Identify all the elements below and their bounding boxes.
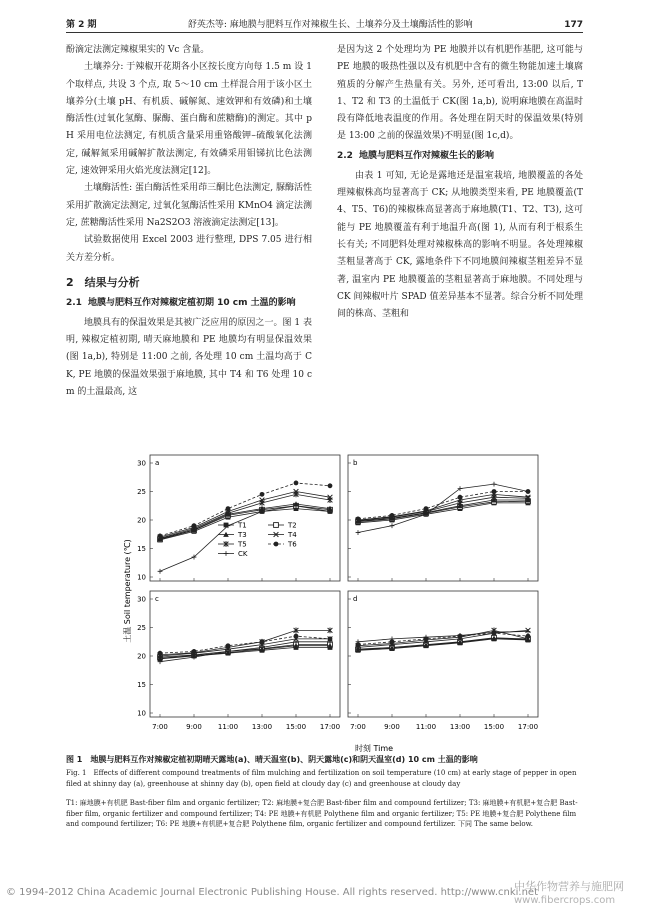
x-tick-label: 13:00: [449, 723, 471, 731]
marker-point: [260, 639, 265, 644]
issue-number: 第 2 期: [66, 20, 97, 30]
panel-frame: [348, 591, 538, 717]
figure-note: T1: 麻地膜+有机肥 Bast-fiber film and organic fertilizer; T2: 麻地膜+复合肥 Bast-fiber film and compound fertilizer; T3: 麻地膜+有机肥+复合肥 Bast-fiber film, organic fertilizer and compound fertilizer; T4: PE 地膜+有机肥 Polythene film and organic fertilizer; T5: PE 地膜+复合肥 Polythene film and compound fertilizer; T6: PE 地膜+有机肥+复合肥 Polythene film, organic fertilizer and compound fertilizer. 下同 The same below.: [66, 799, 578, 828]
paragraph: 地膜具有的保温效果是其被广泛应用的原因之一。图 1 表明, 辣椒定植初期, 晴天麻地膜和 PE 地膜均有明显保温效果(图 1a,b), 特别是 11:00 之前, 各处理 10 cm 土温均高于 CK, PE 地膜的保温效果强于麻地膜, 其中 T4 和 T6 处理 10 cm 的土温最高, 这: [66, 317, 312, 398]
left-column: [66, 42, 312, 401]
figure-caption-zh: 图 1 地膜与肥料互作对辣椒定植初期晴天露地(a)、晴天温室(b)、阴天露地(c)和阴天温室(d) 10 cm 土温的影响: [66, 755, 478, 764]
marker-point: [492, 482, 497, 487]
panel-letter: b: [353, 459, 358, 467]
y-tick-label: 10: [137, 573, 146, 582]
paragraph: 土壤酶活性: 蛋白酶活性采用茚三酮比色法测定, 脲酶活性采用扩散滴定法测定, 过氧化氢酶活性采用 KMnO4 滴定法测定, 蔗糖酶活性采用 Na2S2O3 溶液滴定法测定[13]。: [66, 183, 312, 228]
watermark-url: www.fibercrops.com: [514, 895, 616, 906]
x-axis-label: 时刻 Time: [354, 744, 394, 753]
paragraph: 土壤养分: 于辣椒开花期各小区按长度方向每 1.5 m 设 1 个取样点, 共设 3 个点, 取 5～10 cm 土样混合用于该小区土壤养分(土壤 pH、有机质、碱解氮、速效钾和有效磷)和土壤酶活性(过氧化氢酶、脲酶、蛋白酶和蔗糖酶)的测定。其中 pH 采用电位法测定, 有机质含量采用重铬酸钾–硫酸氧化法测定, 碱解氮采用碱解扩散法测定, 有效磷采用钼锑抗比色法测定, 速效钾采用火焰光度法测定[12]。: [66, 62, 312, 177]
running-header: [66, 16, 583, 30]
x-tick-label: 11:00: [217, 723, 239, 731]
marker-point: [458, 495, 463, 500]
marker-point: [294, 481, 299, 486]
series-T1: [356, 501, 531, 526]
marker-point: [492, 489, 497, 494]
paragraph: 酚滴定法测定辣椒果实的 Vc 含量。: [66, 45, 210, 55]
marker-point: [356, 530, 361, 535]
marker-point: [158, 534, 163, 539]
right-column: [337, 42, 583, 323]
legend-label: T1: [238, 521, 247, 530]
subsection-heading: [337, 149, 583, 164]
x-tick-label: 15:00: [285, 723, 307, 731]
marker-point: [294, 634, 299, 639]
running-title: 舒英杰等: 麻地膜与肥料互作对辣椒生长、土壤养分及土壤酶活性的影响: [187, 20, 473, 30]
copyright-footer: © 1994-2012 China Academic Journal Electronic Publishing House. All rights reserved. http://www.cnki.net: [6, 887, 538, 898]
subsection-title: 地膜与肥料互作对辣椒生长的影响: [359, 150, 495, 161]
legend-label: T5: [238, 540, 247, 549]
legend-label: T6: [288, 540, 297, 549]
legend-label: CK: [238, 550, 248, 558]
figure-1-soil-temperature: [120, 453, 540, 755]
subsection-number: 2.2: [337, 150, 353, 161]
paragraph: 由表 1 可知, 无论是露地还是温室栽培, 地膜覆盖的各处理辣椒株高均显著高于 CK; 从地膜类型来看, PE 地膜覆盖(T4、T5、T6)的辣椒株高显著高于麻地膜(T1、T2、T3), 这可能与 PE 地膜覆盖有利于地温升高(图 1), 从而有利于根系生长有关; 不同肥料处理对辣椒株高的影响不明显。各处理辣椒茎粗显著高于 CK, 露地条件下不同地膜间辣椒茎粗差异不显著, 温室内 PE 地膜覆盖的茎粗显著高于麻地膜。不同处理与 CK 间辣椒叶片 SPAD 值差异基本不显著。综合分析不同处理间的株高、茎粗和: [337, 170, 583, 320]
figure-caption-en: Fig. 1 Effects of different compound treatments of film mulching and fertilization on soil temperature (10 cm) at early stage of pepper in open filed at shinny day (a), greenhouse at shinny day (b), open field at cloudy day (c) and greenhouse at cloudy day: [66, 769, 577, 788]
subsection-title: 地膜与肥料互作对辣椒定植初期 10 cm 土温的影响: [88, 297, 296, 308]
panel-letter: a: [155, 459, 160, 467]
series-T5: [158, 627, 333, 657]
legend: [218, 522, 297, 559]
marker-point: [192, 523, 197, 528]
watermark: [514, 880, 624, 908]
chart-panel-c: [137, 591, 340, 731]
marker-point: [424, 506, 429, 511]
y-tick-label: 15: [137, 681, 146, 689]
marker-point: [226, 643, 231, 648]
y-tick-label: 20: [137, 516, 146, 525]
y-tick-label: 25: [137, 624, 146, 632]
panel-letter: c: [155, 595, 159, 603]
marker-point: [390, 523, 395, 528]
legend-label: T3: [238, 531, 247, 539]
x-tick-label: 15:00: [483, 723, 505, 731]
subsection-heading: [66, 296, 312, 311]
marker-point: [158, 651, 163, 656]
x-tick-label: 9:00: [186, 723, 202, 731]
x-tick-label: 17:00: [517, 723, 539, 731]
marker-point: [356, 516, 361, 521]
watermark-line: 中华作物营养与施肥网: [514, 880, 624, 893]
marker-point: [260, 492, 265, 497]
page-number: 177: [564, 20, 583, 30]
marker-point: [390, 513, 395, 518]
section-heading: 2 结果与分析: [66, 275, 140, 289]
y-tick-label: 15: [137, 545, 146, 553]
y-tick-label: 30: [137, 595, 146, 604]
marker-point: [192, 649, 197, 654]
y-tick-label: 20: [137, 652, 146, 661]
x-tick-label: 17:00: [319, 723, 341, 731]
marker-point: [226, 506, 231, 511]
marker-point: [274, 542, 279, 547]
marker-point: [328, 483, 333, 488]
legend-label: T2: [288, 521, 297, 530]
panel-letter: d: [353, 595, 358, 603]
paragraph: 试验数据使用 Excel 2003 进行整理, DPS 7.05 进行相关方差分析。: [66, 235, 312, 263]
x-tick-label: 7:00: [350, 723, 366, 731]
marker-point: [526, 629, 531, 634]
y-tick-label: 30: [137, 459, 146, 468]
x-tick-label: 11:00: [415, 723, 437, 731]
y-tick-label: 25: [137, 488, 146, 496]
chart-panel-b: [348, 455, 538, 581]
y-tick-label: 10: [137, 709, 146, 718]
subsection-number: 2.1: [66, 297, 82, 308]
chart-panel-a: [137, 455, 340, 582]
marker-point: [224, 523, 229, 528]
x-tick-label: 7:00: [152, 723, 168, 731]
series-CK: [356, 629, 531, 644]
marker-point: [260, 500, 265, 506]
chart-panel-d: [348, 591, 538, 731]
marker-point: [224, 551, 229, 556]
legend-label: T4: [288, 531, 297, 539]
x-tick-label: 9:00: [384, 723, 400, 731]
marker-point: [526, 634, 531, 639]
header-rule: [66, 32, 583, 33]
paragraph: 是因为这 2 个处理均为 PE 地膜并以有机肥作基肥, 这可能与 PE 地膜的吸热性强以及有机肥中含有的微生物能加速土壤腐殖质的分解产生热量有关。另外, 还可看出, 13:00 以后, T1、T2 和 T3 的土温低于 CK(图 1a,b), 说明麻地膜在高温时段有降低地表温度的作用。各处理在阴天时的保温效果(特别是 13:00 之前的保温效果)不明显(图 1c,d)。: [337, 45, 583, 142]
marker-point: [158, 569, 163, 574]
x-tick-label: 13:00: [251, 723, 273, 731]
series-CK: [356, 482, 531, 535]
panel-frame: [150, 455, 340, 581]
y-axis-label: 土温 Soil temperature (℃): [123, 539, 132, 643]
marker-point: [274, 523, 279, 528]
